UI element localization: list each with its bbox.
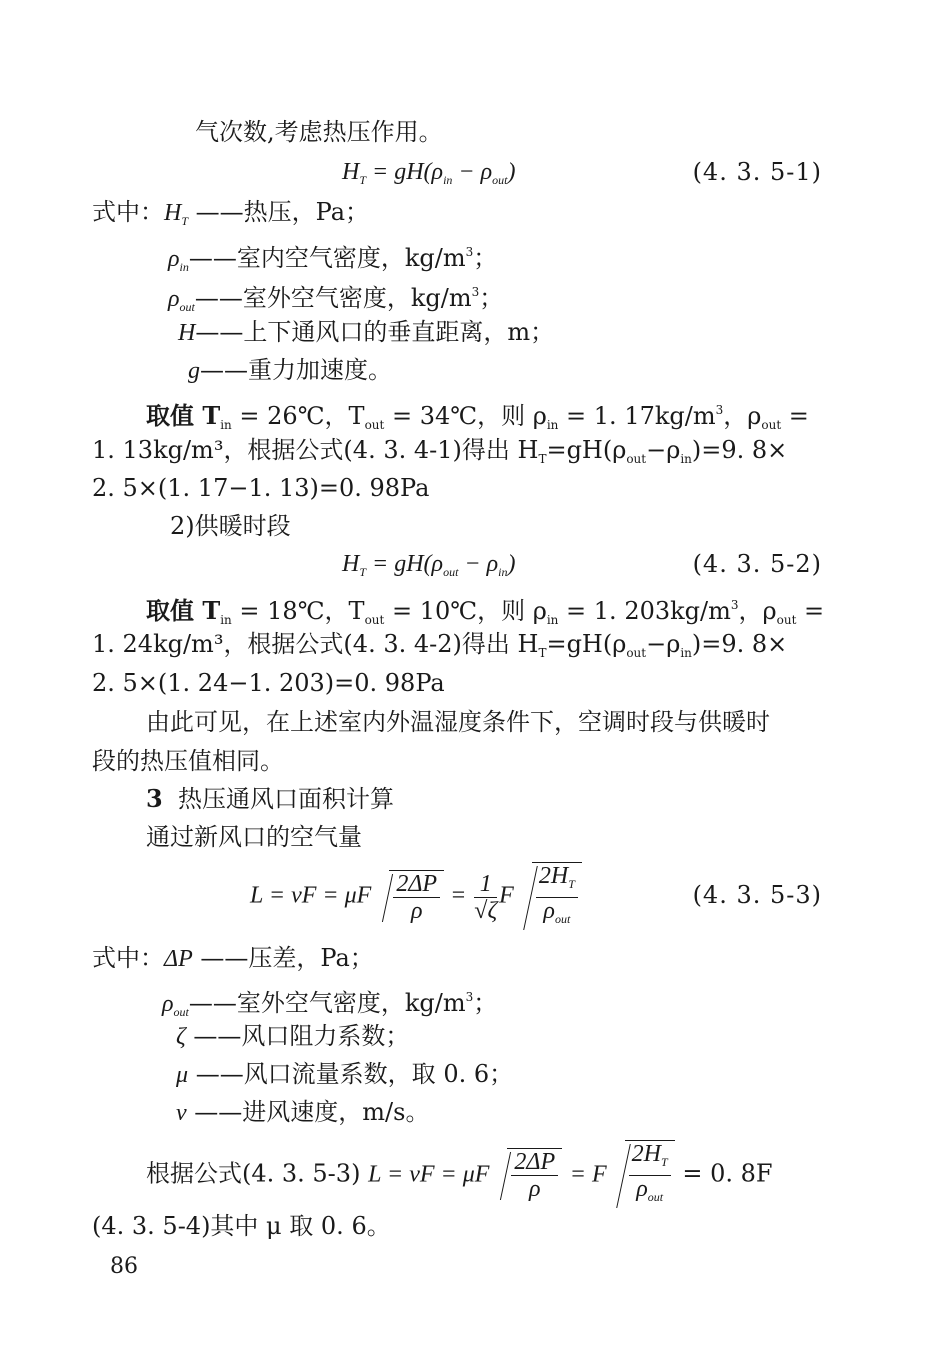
equation-number-3: (4. 3. 5-3)	[692, 881, 822, 909]
definition-nu: ν ——进风速度，m/s。	[176, 1098, 430, 1126]
definition-rho-out: $\rho_{out}——$室外空气密度，$kg/m^3$；	[168, 284, 504, 314]
paragraph-cooling-formula: 1. 13kg/m³，根据公式(4. 3. 4-1)得出 $H_T=gH(\rho_{out}-\rho_{in})=9$. 8×	[92, 436, 788, 466]
definition-mu: μ ——风口流量系数，取 0. 6；	[176, 1060, 514, 1088]
section-heading: 3 热压通风口面积计算	[146, 784, 394, 813]
conclusion-line-1: 由此可见，在上述室内外温湿度条件下，空调时段与供暖时	[146, 708, 770, 736]
paragraph-cooling-values: 取值 $T_{in}$ = 26℃，$T_{out}$ = 34℃，则 $\rho_{in} = 1$. $17kg/m^3$，$\rho_{out}$ =	[146, 401, 809, 432]
equation-4-3-5-3: L = νF = μF $\frac{2\Delta P}{\rho}$ = $\frac{1}{√\zeta}$ F $\frac{2H_T}{\rho_{out}}$	[250, 862, 582, 932]
paragraph-heating-result: 2. 5×(1. 24−1. 203)=0. 98Pa	[92, 669, 445, 697]
final-note: (4. 3. 5-4)其中 μ 取 0. 6。	[92, 1212, 391, 1240]
paragraph-heating-values: 取值 $T_{in}$ = 18℃，$T_{out}$ = 10℃，则 $\rho_{in} = 1$. $203kg/m^3$，$\rho_{out}$ =	[146, 596, 825, 627]
definition-rho-in: $\rho_{in}——$室内空气密度，$kg/m^3$；	[168, 244, 498, 274]
airflow-label: 通过新风口的空气量	[146, 823, 362, 851]
equation-number-2: (4. 3. 5-2)	[692, 550, 822, 578]
page-number: 86	[110, 1254, 138, 1279]
definition-rho-out-2: $\rho_{out}——$室外空气密度，$kg/m^3$；	[162, 989, 498, 1019]
conclusion-line-2: 段的热压值相同。	[92, 747, 284, 775]
paragraph-heating-formula: 1. 24kg/m³，根据公式(4. 3. 4-2)得出 $H_T=gH(\rho_{out}-\rho_{in})=9$. 8×	[92, 630, 788, 660]
definition-zeta: ζ ——风口阻力系数；	[176, 1022, 410, 1050]
definition-H: H——上下通风口的垂直距离，m；	[178, 318, 555, 346]
definition-g: g——重力加速度。	[188, 356, 392, 384]
final-formula: 根据公式(4. 3. 5-3) L = νF = μF $\frac{2\Delta P}{\rho}$ = F $\frac{2H_T}{\rho_{out}}$ = 0. 8F	[146, 1140, 773, 1210]
definition-HT: 式中：$H_T$ ——热压，Pa；	[92, 198, 370, 228]
equation-4-3-5-1: $H_T = gH(\rho_{in} - \rho_{out})$	[342, 159, 516, 187]
text-line-1: 气次数,考虑热压作用。	[195, 118, 443, 146]
equation-number-1: (4. 3. 5-1)	[692, 158, 822, 186]
heading-heating-period: 2)供暖时段	[170, 512, 291, 540]
equation-4-3-5-2: $H_T = gH(\rho_{out} - \rho_{in})$	[342, 551, 516, 579]
paragraph-cooling-result: 2. 5×(1. 17−1. 13)=0. 98Pa	[92, 474, 430, 502]
definition-delta-P: 式中：ΔP ——压差，Pa；	[92, 944, 374, 972]
